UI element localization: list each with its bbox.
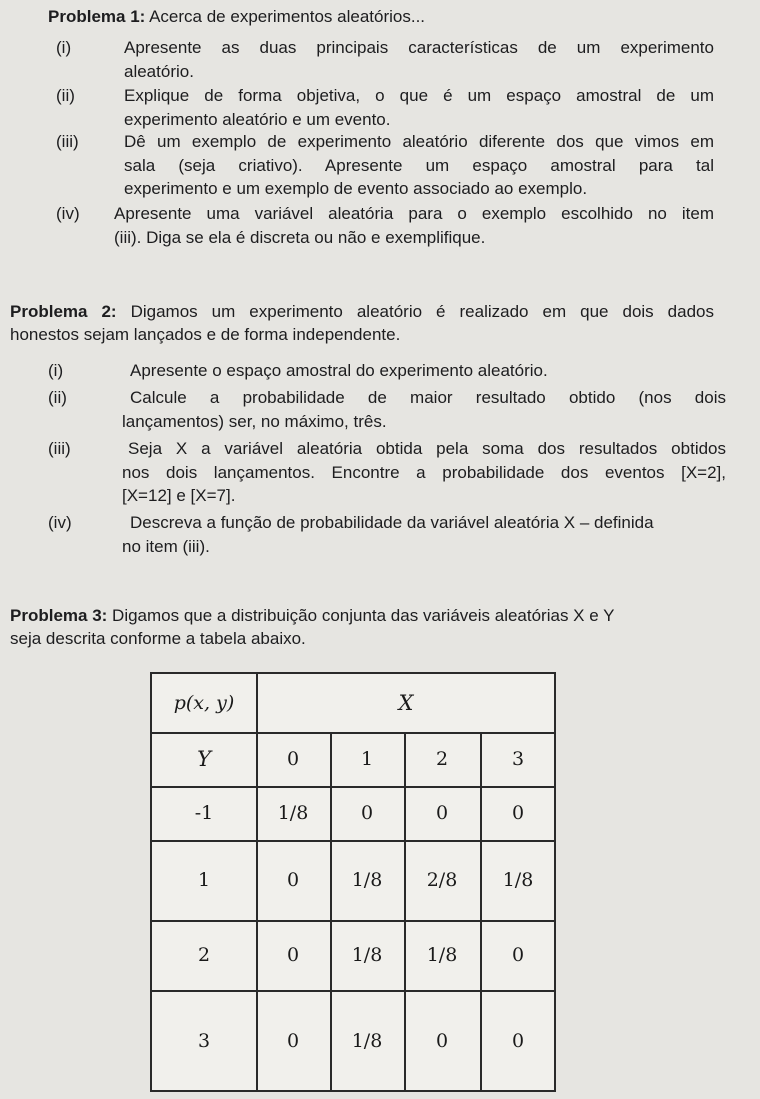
x-value-header: 3 (511, 748, 525, 770)
probability-cell: 1/8 (277, 802, 309, 824)
probability-cell: 1/8 (426, 944, 458, 966)
problem-3-intro-line: seja descrita conforme a tabela abaixo. (10, 629, 306, 648)
problem-2-intro-line: honestos sejam lançados e de forma independente. (10, 325, 401, 344)
item-text-line: experimento aleatório e um evento. (124, 109, 391, 129)
probability-cell: 0 (511, 944, 525, 966)
x-value-header: 2 (435, 748, 449, 770)
probability-cell: 1/8 (502, 869, 534, 891)
joint-distribution-table (150, 672, 556, 1092)
probability-cell: 1/8 (351, 944, 383, 966)
item-text-line: Descreva a função de probabilidade da variável aleatória X – definida (130, 513, 654, 532)
item-number: (iv) (56, 204, 80, 223)
item-text-line: Apresente o espaço amostral do experimento aleatório. (130, 361, 548, 380)
item-text-line: Apresente as duas principais características de um experimento (124, 38, 714, 57)
x-value-header: 0 (286, 748, 300, 770)
probability-cell: 0 (286, 944, 300, 966)
y-value-label: 1 (197, 869, 211, 891)
item-text-line: no item (iii). (122, 536, 210, 556)
problem-1-title: Acerca de experimentos aleatórios... (145, 7, 426, 26)
item-number: (ii) (56, 86, 75, 105)
item-number: (i) (56, 38, 72, 57)
problem-1-heading (48, 6, 425, 28)
item-number: (iv) (48, 513, 72, 532)
item-number: (iii) (56, 132, 79, 151)
problem-2-intro (10, 300, 714, 346)
probability-cell: 2/8 (426, 869, 458, 891)
probability-cell: 0 (286, 1030, 300, 1052)
problem-2-intro-line: Digamos um experimento aleatório é realizado em que dois dados (116, 302, 714, 321)
y-value-label: 3 (197, 1030, 211, 1052)
item-text-line: aleatório. (124, 61, 194, 81)
item-text-line: [X=12] e [X=7]. (122, 486, 236, 505)
item-text-line: nos dois lançamentos. Encontre a probabilidade dos eventos [X=2], (122, 462, 726, 482)
problem-2-label: Problema 2: (10, 302, 117, 321)
x-variable-header: X (398, 691, 414, 715)
probability-cell: 1/8 (351, 869, 383, 891)
probability-cell: 0 (511, 1030, 525, 1052)
y-value-label: 2 (197, 944, 211, 966)
item-text-line: Explique de forma objetiva, o que é um espaço amostral de um (124, 86, 714, 105)
table-corner-label: p(x, y) (173, 692, 235, 714)
probability-cell: 0 (360, 802, 374, 824)
item-number: (i) (48, 361, 64, 380)
y-variable-header: Y (197, 747, 211, 771)
y-value-label: -1 (194, 802, 214, 824)
probability-cell: 0 (435, 1030, 449, 1052)
item-text-line: sala (seja criativo). Apresente um espaço amostral para tal (124, 155, 714, 175)
item-text-line: Seja X a variável aleatória obtida pela soma dos resultados obtidos (128, 439, 726, 458)
item-text-line: Apresente uma variável aleatória para o exemplo escolhido no item (114, 204, 714, 223)
probability-cell: 0 (286, 869, 300, 891)
item-text-line: Calcule a probabilidade de maior resultado obtido (nos dois (130, 388, 726, 407)
probability-cell: 0 (435, 802, 449, 824)
probability-cell: 0 (511, 802, 525, 824)
problem-1-label: Problema 1: (48, 7, 146, 26)
x-value-header: 1 (360, 748, 374, 770)
item-number: (iii) (48, 439, 71, 458)
probability-cell: 1/8 (351, 1030, 383, 1052)
item-text-line: lançamentos) ser, no máximo, três. (122, 411, 387, 431)
item-text-line: Dê um exemplo de experimento aleatório diferente dos que vimos em (124, 132, 714, 151)
problem-3-intro-line: Digamos que a distribuição conjunta das variáveis aleatórias X e Y (107, 606, 615, 625)
item-number: (ii) (48, 388, 67, 407)
item-text-line: (iii). Diga se ela é discreta ou não e exemplifique. (114, 227, 486, 247)
problem-3-label: Problema 3: (10, 606, 108, 625)
item-text-line: experimento e um exemplo de evento associado ao exemplo. (124, 179, 588, 198)
problem-3-intro (10, 604, 732, 650)
